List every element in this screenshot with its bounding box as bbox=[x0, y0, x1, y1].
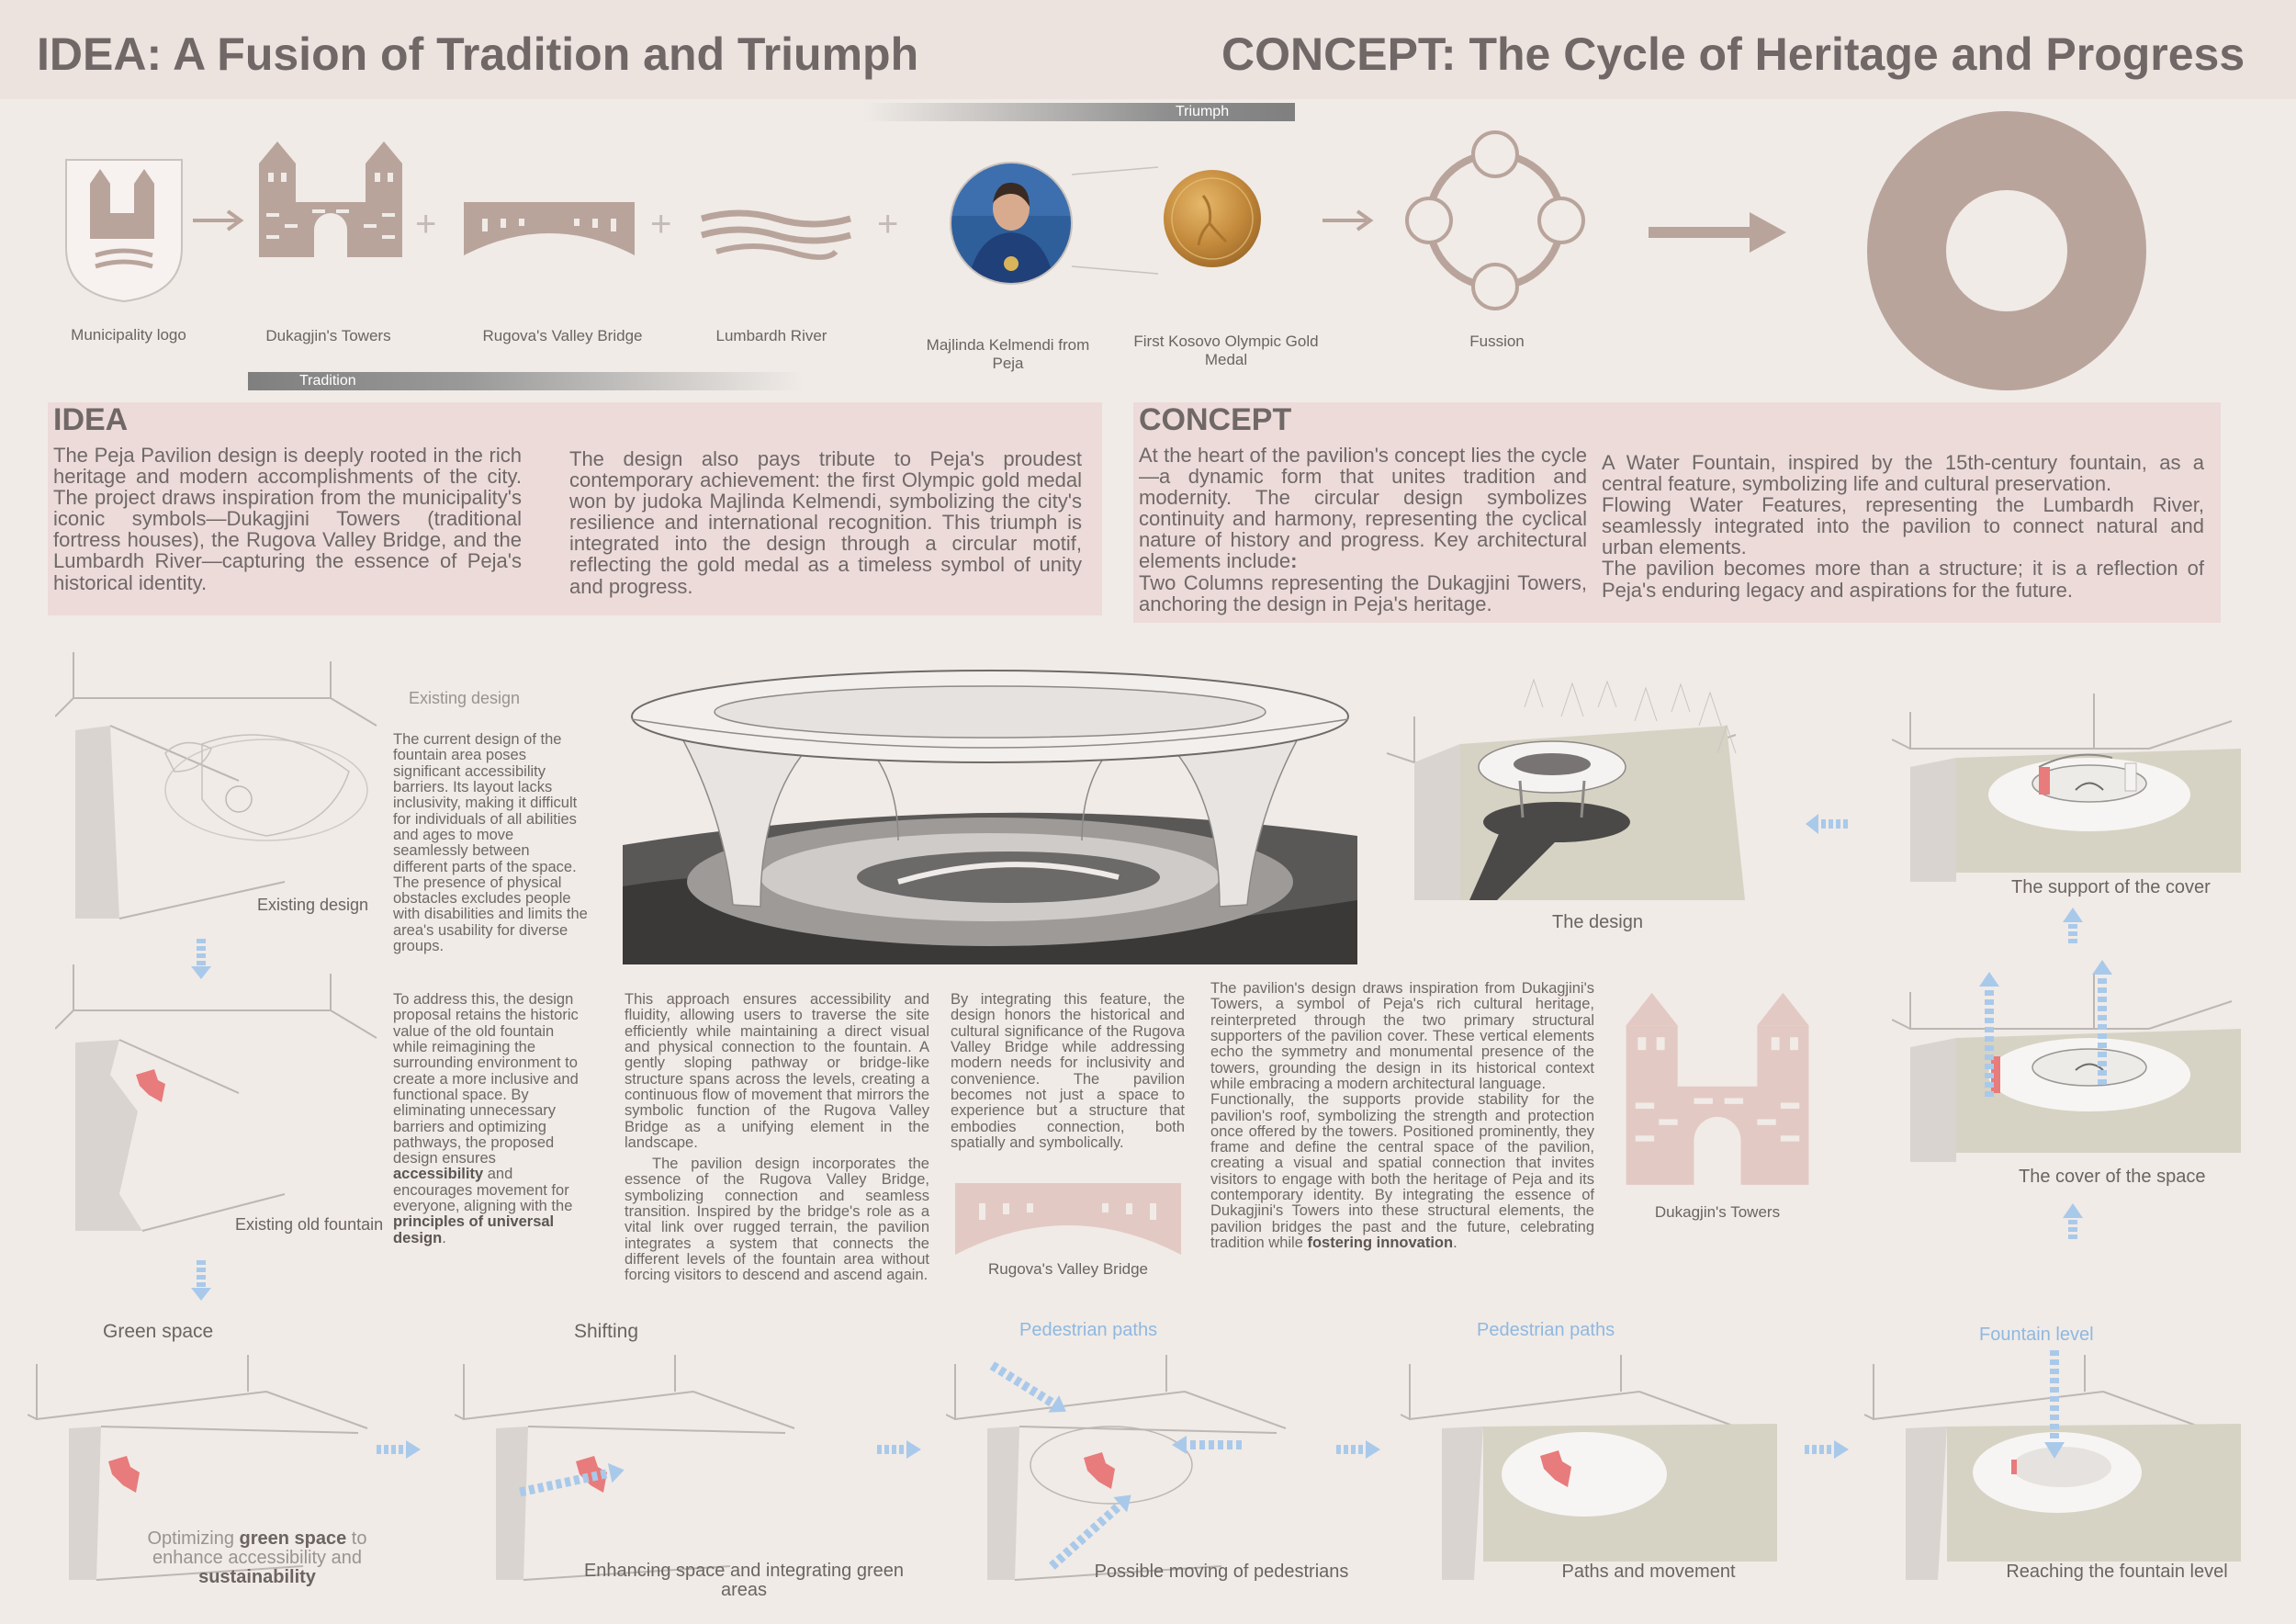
label-shifting: Shifting bbox=[574, 1321, 639, 1342]
support-of-cover-sketch bbox=[1892, 675, 2241, 882]
proposal-end: . bbox=[442, 1229, 446, 1246]
triumph-label: Triumph bbox=[1176, 104, 1230, 119]
idea-panel bbox=[48, 402, 1102, 615]
caption-optimizing-green-space bbox=[119, 1529, 395, 1587]
caption-athlete: Majlinda Kelmendi from Peja bbox=[926, 336, 1090, 372]
proposal-bold2: principles of universal design bbox=[393, 1213, 555, 1246]
up-arrow-2 bbox=[2063, 1203, 2083, 1246]
proposal-b: and encourages movement for everyone, aligning with the bbox=[393, 1166, 573, 1215]
dukagjin-towers-icon bbox=[257, 140, 404, 257]
bridge-icon-small bbox=[955, 1183, 1181, 1257]
tradition-bar bbox=[248, 372, 804, 390]
middle-col1 bbox=[625, 992, 929, 1284]
caption-reaching-fountain: Reaching the fountain level bbox=[2006, 1562, 2228, 1582]
c1-bold2: sustainability bbox=[198, 1567, 316, 1587]
existing-design-sketch bbox=[55, 643, 386, 928]
plus-sign-1: + bbox=[415, 204, 437, 244]
caption-paths-movement: Paths and movement bbox=[1561, 1562, 1736, 1582]
c1-bold1: green space bbox=[239, 1528, 347, 1549]
c1-a: Optimizing bbox=[147, 1528, 240, 1549]
caption-fusion: Fussion bbox=[1469, 333, 1525, 350]
towers-p1: The pavilion's design draws inspiration from Dukagjini's Towers, a symbol of Peja's rich cultural heritage, reinterpreted through the two primary structural supporters of the pavilion cover. These vertical elements echo the symmetry and monumental presence of the towers, grounding the design in its historical context while embracing a modern architectural language. bbox=[1210, 980, 1594, 1092]
arrow-icon-2 bbox=[1322, 207, 1378, 234]
idea-text-col2: The design also pays tribute to Peja's proudest contemporary achievement: the first Olympic gold medal won by judoka Majlinda Kelmendi, symbolizing the city's resilience and international recognition. This triumph is integrated into the design through a circular motif, reflecting the gold medal as a timeless symbol of unity and progress. bbox=[569, 447, 1082, 598]
concept-col1-a: At the heart of the pavilion's concept lies the cycle—a dynamic form that unites tradition and modernity. The circular design symbolizes continuity and harmony, representing the cyclical nature of history and progress. Key architectural elements include bbox=[1139, 444, 1587, 573]
paths-movement-sketch bbox=[1401, 1346, 1786, 1585]
dukagjin-towers-icon-large bbox=[1624, 990, 1811, 1185]
shifting-sketch bbox=[455, 1346, 804, 1585]
connector-lines bbox=[1070, 165, 1162, 276]
plus-sign-3: + bbox=[877, 204, 899, 244]
medal-ring-icon bbox=[1864, 108, 2149, 393]
concept-text-col1 bbox=[1139, 445, 1587, 615]
existing-heading: Existing design bbox=[409, 689, 521, 707]
concept-col2-b: Flowing Water Features, representing the Lumbardh River, seamlessly integrated into the pavilion to connect natural and urban elements. bbox=[1602, 493, 2204, 559]
right-arrow-3 bbox=[1336, 1440, 1382, 1459]
bridge-icon bbox=[464, 202, 635, 257]
label-the-design: The design bbox=[1552, 912, 1643, 932]
caption-river: Lumbardh River bbox=[715, 327, 827, 344]
c1-b: to enhance accessibility and bbox=[152, 1528, 367, 1568]
concept-text-col2 bbox=[1602, 452, 2204, 601]
down-arrow-2 bbox=[191, 1260, 211, 1303]
down-arrow-fountain bbox=[2044, 1350, 2065, 1462]
concept-col1-b: Two Columns representing the Dukagjini Towers, anchoring the design in Peja's heritage. bbox=[1139, 570, 1587, 615]
the-design-sketch bbox=[1359, 671, 1745, 909]
towers-p2 bbox=[1210, 1092, 1594, 1251]
plus-sign-2: + bbox=[650, 204, 672, 244]
river-waves-icon bbox=[698, 209, 854, 261]
caption-bridge: Rugova's Valley Bridge bbox=[482, 327, 643, 344]
proposal-bold1: accessibility bbox=[393, 1166, 484, 1183]
proposal-text bbox=[393, 992, 588, 1246]
left-arrow bbox=[1806, 814, 1850, 834]
label-pedestrian-paths-1: Pedestrian paths bbox=[1019, 1320, 1158, 1340]
middle-col1-p2: The pavilion design incorporates the essence of the Rugova Valley Bridge, symbolizing connection and seamless transition. Inspired by the bridge's role as a vital link over rugged terrain, the pavilion integrates a system that connects the different levels of the fountain area without forcing visitors to descend and ascend again. bbox=[625, 1156, 929, 1284]
middle-col2: By integrating this feature, the design honors the historical and cultural significance of the Rugova Valley Bridge while addressing modern needs for inclusivity and convenience. The pavilion becomes not just a space to experience but a structure that embodies connection, both spatially and symbolically. bbox=[951, 991, 1185, 1151]
concept-col2-c: The pavilion becomes more than a structure; it is a reflection of Peja's enduring legacy and aspirations for the future. bbox=[1602, 557, 2204, 602]
towers-text bbox=[1210, 981, 1594, 1251]
caption-dukagjin-towers: Dukagjin's Towers bbox=[265, 327, 391, 344]
concept-col1-colon: : bbox=[1290, 549, 1298, 573]
label-cover-of-space: The cover of the space bbox=[2019, 1167, 2206, 1187]
tradition-label: Tradition bbox=[299, 373, 356, 389]
concept-panel bbox=[1133, 402, 2221, 623]
existing-fountain-sketch bbox=[55, 955, 386, 1240]
arrow-icon bbox=[193, 207, 248, 234]
idea-title: IDEA: A Fusion of Tradition and Triumph bbox=[37, 28, 919, 80]
caption-possible-moving: Possible moving of pedestrians bbox=[1094, 1562, 1349, 1582]
label-fountain-level: Fountain level bbox=[1979, 1325, 2094, 1345]
pavilion-render bbox=[623, 666, 1357, 964]
caption-gold-medal: First Kosovo Olympic Gold Medal bbox=[1133, 333, 1319, 368]
up-arrow-tall-1 bbox=[1979, 972, 1999, 1102]
towers-p2-a: Functionally, the supports provide stability for the pavilion's roof, symbolizing the strength and protection once offered by the towers. Positioned prominently, they frame and define the central space of the pavilion, creating a visual and spatial connection that invites visitors to engage with both the heritage of Peja and its contemporary identity. By integrating the essence of Dukagjini's Towers into these structural elements, the pavilion bridges the past and the future, celebrating tradition while bbox=[1210, 1091, 1594, 1251]
pedestrian-moving-sketch bbox=[946, 1346, 1295, 1585]
right-arrow-4 bbox=[1805, 1440, 1851, 1459]
caption-municipality-logo: Municipality logo bbox=[71, 326, 186, 344]
triumph-bar bbox=[863, 103, 1295, 121]
label-green-space: Green space bbox=[103, 1321, 214, 1342]
big-arrow-icon bbox=[1649, 207, 1786, 258]
bridge-caption: Rugova's Valley Bridge bbox=[988, 1260, 1148, 1278]
middle-col1-p1: This approach ensures accessibility and fluidity, allowing users to traverse the site efficiently while maintaining a direct visual and physical connection to the fountain. A gently sloping pathway or bridge-like structure spans across the levels, creating a continuous flow of movement that mirrors the symbolic function of the Rugova Valley Bridge as a unifying element in the landscape. bbox=[625, 991, 929, 1151]
concept-panel-title: CONCEPT bbox=[1139, 402, 1292, 437]
athlete-photo bbox=[949, 161, 1074, 286]
fusion-ring-icon bbox=[1401, 129, 1590, 312]
proposal-a: To address this, the design proposal retains the historic value of the old fountain while reimagining the surrounding environment to create a more inclusive and functional space. By eliminating unnecessary barriers and optimizing pathways, the proposed design ensures bbox=[393, 991, 579, 1167]
concept-col2-a: A Water Fountain, inspired by the 15th-century fountain, as a central feature, symbolizing life and cultural preservation. bbox=[1602, 451, 2204, 496]
concept-title: CONCEPT: The Cycle of Heritage and Progress bbox=[1221, 28, 2245, 80]
cover-of-space-sketch bbox=[1892, 955, 2241, 1162]
label-pedestrian-paths-2: Pedestrian paths bbox=[1477, 1320, 1615, 1340]
municipality-logo-icon bbox=[62, 156, 186, 305]
label-support-of-cover: The support of the cover bbox=[2011, 877, 2211, 897]
idea-text-col1: The Peja Pavilion design is deeply rooted in the rich heritage and modern accomplishments of the city. The project draws inspiration from the municipality's iconic symbols—Dukagjini Towers (traditional fortress houses), the Rugova Valley Bridge, and the Lumbardh River—capturing the essence of Peja's historical identity. bbox=[53, 444, 522, 594]
idea-panel-title: IDEA bbox=[53, 402, 129, 437]
towers-p2-end: . bbox=[1453, 1235, 1458, 1251]
towers-p2-bold: fostering innovation bbox=[1307, 1235, 1454, 1251]
towers-caption: Dukagjin's Towers bbox=[1654, 1203, 1781, 1221]
existing-text: The current design of the fountain area poses significant accessibility barriers. Its layout lacks inclusivity, making it difficult for individuals of all abilities and ages to move seamlessly between different parts of the space. The presence of physical obstacles excludes people with disabilities and limits the area's usability for diverse groups. bbox=[393, 731, 588, 955]
gold-medal-icon bbox=[1162, 168, 1263, 269]
label-existing-design: Existing design bbox=[257, 896, 369, 914]
right-arrow-2 bbox=[877, 1440, 923, 1459]
right-arrow-1 bbox=[377, 1440, 422, 1459]
label-existing-old-fountain: Existing old fountain bbox=[235, 1215, 384, 1234]
up-arrow-tall-2 bbox=[2092, 960, 2112, 1090]
up-arrow-1 bbox=[2063, 908, 2083, 950]
caption-enhancing-space: Enhancing space and integrating green areas bbox=[583, 1561, 905, 1600]
